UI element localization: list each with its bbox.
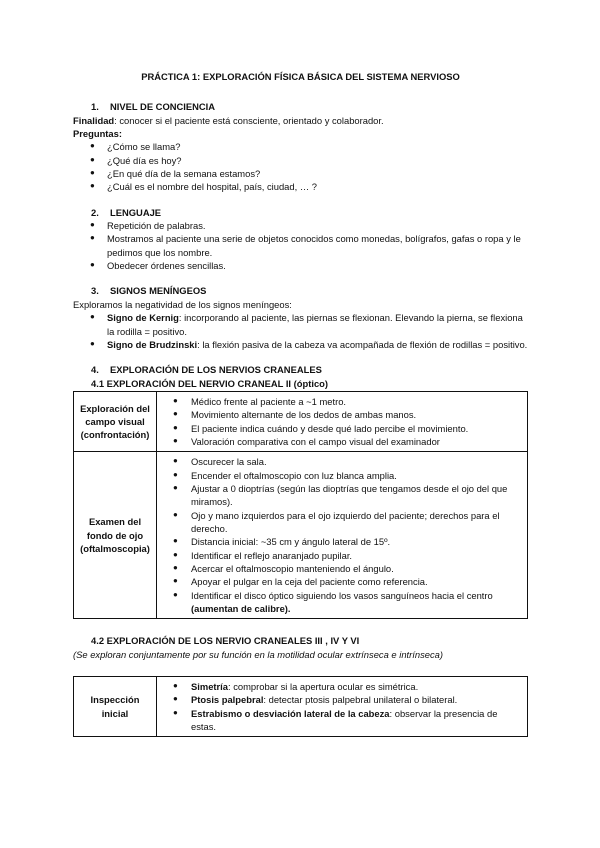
disco-optico-end: . (287, 603, 291, 615)
list-item: ● Médico frente al paciente a ~1 metro. (157, 395, 521, 408)
list-item: ● Valoración comparativa con el campo visual del examinador (157, 435, 521, 448)
finalidad-paragraph (73, 114, 528, 127)
list-item: ● Ojo y mano izquierdos para el ojo izquierdo del paciente; derechos para el derecho. (157, 509, 521, 536)
row-content (157, 391, 528, 451)
section-nervios-craneales (73, 363, 528, 737)
list-item: ● Identificar el reflejo anaranjado pupilar. (157, 549, 521, 562)
table-row (74, 452, 528, 619)
section-title: NIVEL DE CONCIENCIA (110, 101, 216, 113)
list-item: ● Obedecer órdenes sencillas. (73, 259, 528, 272)
subsection-heading-4-2: 4.2 EXPLORACIÓN DE LOS NERVIO CRANEALES III , IV Y VI (91, 635, 360, 647)
list-item: ● Ajustar a 0 dioptrías (según las dioptrías que tengamos desde el ojo del que miramos). (157, 482, 521, 509)
brudzinski-text: : la flexión pasiva de la cabeza va acompañada de flexión de rodillas = positivo. (197, 338, 528, 350)
section-nivel-conciencia (73, 100, 528, 193)
row-content (157, 452, 528, 619)
section-signos-meningeos (73, 284, 528, 351)
kernig-label: Signo de Kernig (107, 312, 179, 324)
section-heading (91, 363, 528, 376)
document-title: PRÁCTICA 1: EXPLORACIÓN FÍSICA BÁSICA DEL SISTEMA NERVIOSO (141, 71, 460, 82)
disco-optico-text: Identificar el disco óptico siguiendo los vasos sanguíneos hacia el centro (191, 589, 493, 601)
section-number: 4. (91, 364, 99, 376)
list-item: ● ¿Cuál es el nombre del hospital, país, ciudad, … ? (73, 180, 528, 193)
ptosis-text: : detectar ptosis palpebral unilateral o bilateral. (263, 694, 458, 706)
simetria-label: Simetría (191, 681, 228, 693)
section-heading (91, 284, 528, 297)
list-item: ● Movimiento alternante de los dedos de ambas manos. (157, 408, 521, 421)
section-title: SIGNOS MENÍNGEOS (110, 285, 207, 297)
section-lenguaje (73, 206, 528, 273)
section-title: LENGUAJE (110, 206, 162, 218)
section-number: 3. (91, 285, 99, 297)
ptosis-label: Ptosis palpebral (191, 694, 264, 706)
simetria-text: : comprobar si la apertura ocular es simétrica. (228, 681, 419, 693)
estrabismo-label: Estrabismo o desviación lateral de la cabeza (191, 707, 390, 719)
lenguaje-list (73, 219, 528, 272)
list-item: ● Mostramos al paciente una serie de objetos conocidos como monedas, bolígrafos, gafas o ropa y le pedimos que los nombre. (73, 232, 528, 259)
preguntas-paragraph (73, 127, 528, 140)
list-item: ● Repetición de palabras. (73, 219, 528, 232)
finalidad-text: : conocer si el paciente está consciente, orientado y colaborador. (114, 114, 384, 126)
section-heading (91, 100, 528, 113)
nervios-oculomotores-table (73, 676, 528, 737)
disco-optico-bold: (aumentan de calibre) (191, 603, 288, 615)
row-content (157, 677, 528, 737)
list-item: ● Apoyar el pulgar en la ceja del paciente como referencia. (157, 575, 521, 588)
preguntas-list (73, 140, 528, 193)
section-title: EXPLORACIÓN DE LOS NERVIOS CRANEALES (110, 364, 322, 376)
list-item: ● ¿Cómo se llama? (73, 140, 528, 153)
list-item (157, 589, 521, 616)
list-item-kernig (73, 311, 528, 338)
preguntas-colon: : (118, 128, 122, 140)
preguntas-label: Preguntas (73, 128, 119, 140)
list-item: ● ¿Qué día es hoy? (73, 154, 528, 167)
subsection-note: (Se exploran conjuntamente por su función en la motilidad ocular extrínseca e intrínseca) (73, 648, 443, 660)
signos-list (73, 311, 528, 351)
table-row (74, 677, 528, 737)
list-item-simetria (157, 680, 521, 693)
finalidad-label: Finalidad (73, 114, 115, 126)
campo-visual-list (157, 395, 521, 448)
list-item-estrabismo (157, 707, 521, 734)
brudzinski-label: Signo de Brudzinski (107, 338, 198, 350)
document-page (73, 70, 528, 737)
list-item: ● El paciente indica cuándo y desde qué lado percibe el movimiento. (157, 422, 521, 435)
estrabismo-text: : observar la presencia de estas. (191, 707, 498, 733)
list-item-ptosis (157, 693, 521, 706)
section-heading (91, 206, 528, 219)
section-number: 2. (91, 206, 99, 218)
nervio-optico-table (73, 391, 528, 620)
list-item-brudzinski (73, 338, 528, 351)
list-item: ● Oscurecer la sala. (157, 455, 521, 468)
list-item: ● Encender el oftalmoscopio con luz blanca amplia. (157, 469, 521, 482)
inspeccion-list (157, 680, 521, 733)
row-label-inspeccion: Inspección inicial (74, 677, 157, 737)
row-label-campo-visual: Exploración del campo visual (confrontación) (74, 391, 157, 451)
fondo-ojo-list (157, 455, 521, 615)
table-row (74, 391, 528, 451)
list-item: ● Acercar el oftalmoscopio manteniendo el ángulo. (157, 562, 521, 575)
list-item: ● ¿En qué día de la semana estamos? (73, 167, 528, 180)
section-number: 1. (91, 101, 99, 113)
kernig-text: : incorporando al paciente, las piernas se flexionan. Elevando la pierna, se flexiona la rodilla = positivo. (107, 312, 523, 337)
subsection-heading-4-1: 4.1 EXPLORACIÓN DEL NERVIO CRANEAL II (óptico) (91, 377, 329, 389)
row-label-fondo-ojo: Examen del fondo de ojo (oftalmoscopia) (74, 452, 157, 619)
list-item: ● Distancia inicial: ~35 cm y ángulo lateral de 15º. (157, 535, 521, 548)
signos-intro: Exploramos la negatividad de los signos meníngeos: (73, 298, 292, 310)
